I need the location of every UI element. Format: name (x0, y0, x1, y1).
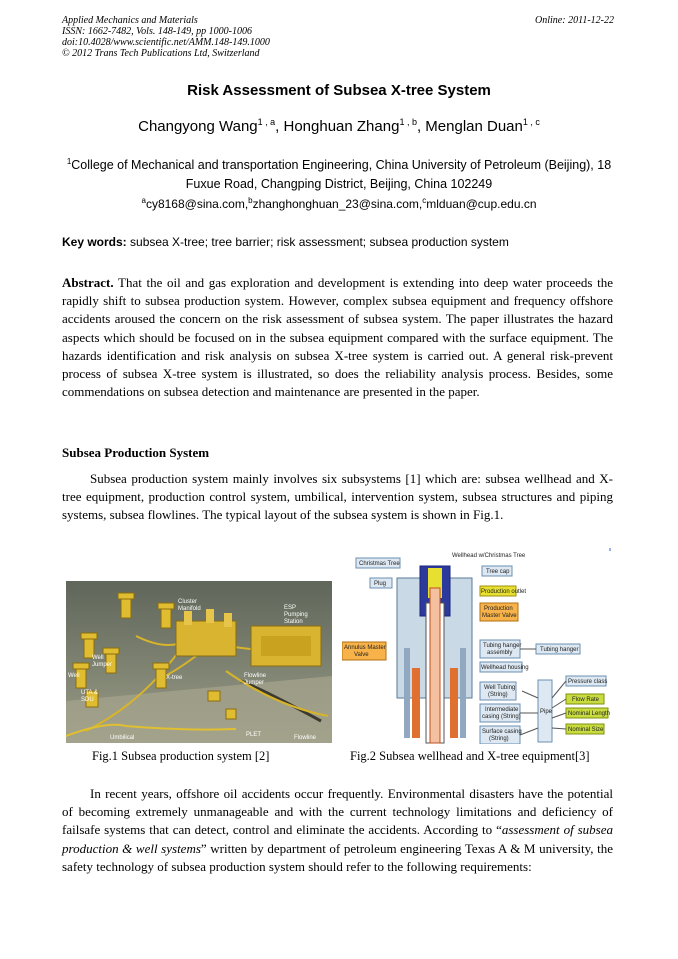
figure-2-caption: Fig.2 Subsea wellhead and X-tree equipment[3] (350, 749, 590, 763)
diagram-title: Wellhead w/Christmas Tree (452, 553, 526, 559)
label-esp: ESP Pumping Station (284, 605, 308, 625)
author-list: Changyong Wang$^{1 , a}$, Honghuan Zhang$^{1 , b}$, Menglan Duan$^{1 , c}$ (138, 117, 540, 135)
label-cluster-manifold: Cluster Manifold (178, 599, 201, 612)
journal-header (62, 15, 270, 59)
author-name: Menglan Duan (425, 118, 523, 135)
label-pipe: Pipe (540, 709, 553, 715)
label-production-outlet: Production outlet (481, 589, 527, 595)
email-list (0, 196, 678, 211)
email-address: zhanghonghuan_23@sina.com, (252, 197, 423, 211)
subsea-layout-illustration (66, 581, 332, 743)
author-name: Honghuan Zhang (283, 118, 400, 135)
author-sup: 1 , c (522, 117, 540, 127)
label-flowline: Flowline (294, 735, 317, 741)
copyright: © 2012 Trans Tech Publications Ltd, Switzerland (62, 48, 260, 59)
para-text-2: ” written by department of petroleum engineering Texas A & M university, the safety technology of subsea production system should refer to the following requirements: (62, 840, 613, 874)
label-uta: UTA & SDU (81, 690, 98, 703)
label-christmas-tree: Christmas Tree (359, 561, 400, 567)
label-nominal-size: Nominal Size (568, 727, 604, 733)
keywords-text: subsea X-tree; tree barrier; risk assessment; subsea production system (126, 235, 509, 249)
label-tubing-hanger: Tubing hanger (540, 647, 579, 653)
label-well: Well (68, 673, 80, 679)
keywords-label: Key words: (62, 235, 127, 249)
label-production-master-valve: Production Master Valve (482, 606, 517, 619)
email-address: mlduan@cup.edu.cn (426, 197, 537, 211)
label-intermediate-casing: Intermediate casing (String) (482, 707, 521, 720)
author-sup: 1 , a (257, 117, 276, 127)
label-plet: PLET (246, 732, 262, 738)
author-name: Changyong Wang (138, 118, 258, 135)
affiliation-sup: 1 (66, 157, 72, 166)
body-paragraph (62, 785, 613, 876)
label-umbilical: Umbilical (110, 735, 135, 741)
journal-name: Applied Mechanics and Materials (62, 15, 198, 26)
label-nominal-length: Nominal Length (568, 711, 611, 717)
cited-title: assessment of subsea production & well systems (62, 822, 613, 856)
abstract-text: That the oil and gas exploration and development is extending into deep water proceeds the rapidly shift to subsea production system. However, complex subsea equipment and frequency offshore accidents aroused the concern on the risk assessment of subsea system. The paper illustrates the hazard aspects which should be focused on in the subsea equipment compared with the surface equipment. The hazards identification and risk analysis on subsea X-tree system is carried out. A general risk-prevent process of subsea X-tree system is illustrated, so does the reliability analysis process. Besides, some commendations on subsea detection and maintenance are presented in the paper. (62, 275, 613, 400)
label-flow-rate: Flow Rate (572, 697, 600, 703)
label-wellhead-housing: Wellhead housing (481, 665, 529, 671)
intro-paragraph: Subsea production system mainly involves six subsystems [1] which are: subsea wellhead and X-tree equipment, production control system, umbilical, intervention system, subsea structures and piping systems, subsea flowlines. The typical layout of the subsea system is shown in Fig.1. (62, 471, 613, 523)
figure-1-image (66, 581, 332, 743)
figure-2-diagram (342, 548, 616, 744)
author-sup: 1 , b (399, 117, 417, 127)
label-plug: Plug (374, 581, 387, 587)
affiliation (62, 152, 616, 194)
label-pressure-class: Pressure class (568, 679, 608, 685)
label-annulus-master-valve: Annulus Master Valve (344, 645, 386, 658)
abstract-label: Abstract. (62, 275, 114, 290)
wellhead-xtree-diagram (342, 548, 616, 744)
email-sup: b (248, 196, 253, 205)
affiliation-text: College of Mechanical and transportation Engineering, China University of Petroleum (Beijing), 18 Fuxue Road, Changping District, Beijing, China 102249 (71, 158, 612, 192)
abstract (62, 274, 613, 401)
paper-title: Risk Assessment of Subsea X-tree System (187, 82, 491, 99)
label-surface-casing: Surface casing (String) (482, 729, 522, 742)
label-well-jumper: Well Jumper (92, 655, 113, 668)
email-sup: c (422, 196, 427, 205)
keywords (62, 235, 616, 249)
figure-1-caption: Fig.1 Subsea production system [2] (92, 749, 270, 763)
label-flowline-jumper: Flowline Jumper (244, 673, 267, 686)
label-well-tubing: Well Tubing (String) (484, 685, 516, 698)
label-xtree: X-tree (166, 675, 183, 681)
label-tubing-hanger-assembly: Tubing hanger assembly (483, 643, 522, 656)
email-address: cy8168@sina.com, (145, 197, 249, 211)
para-text-1: In recent years, offshore oil accidents occur frequently. Environmental disasters have the potential of becoming extremely unmanageable and with the current technology limitations and deficiency of failsafe systems that can detect, control and eliminate the accidents. According to “ (62, 786, 613, 838)
online-date: Online: 2011-12-22 (535, 15, 614, 26)
doi: doi:10.4028/www.scientific.net/AMM.148-149.1000 (62, 37, 270, 48)
issn: ISSN: 1662-7482, Vols. 148-149, pp 1000-1006 (62, 26, 252, 37)
section-heading: Subsea Production System (62, 445, 210, 460)
email-sup: a (141, 196, 146, 205)
label-tree-cap: Tree cap (486, 569, 510, 575)
